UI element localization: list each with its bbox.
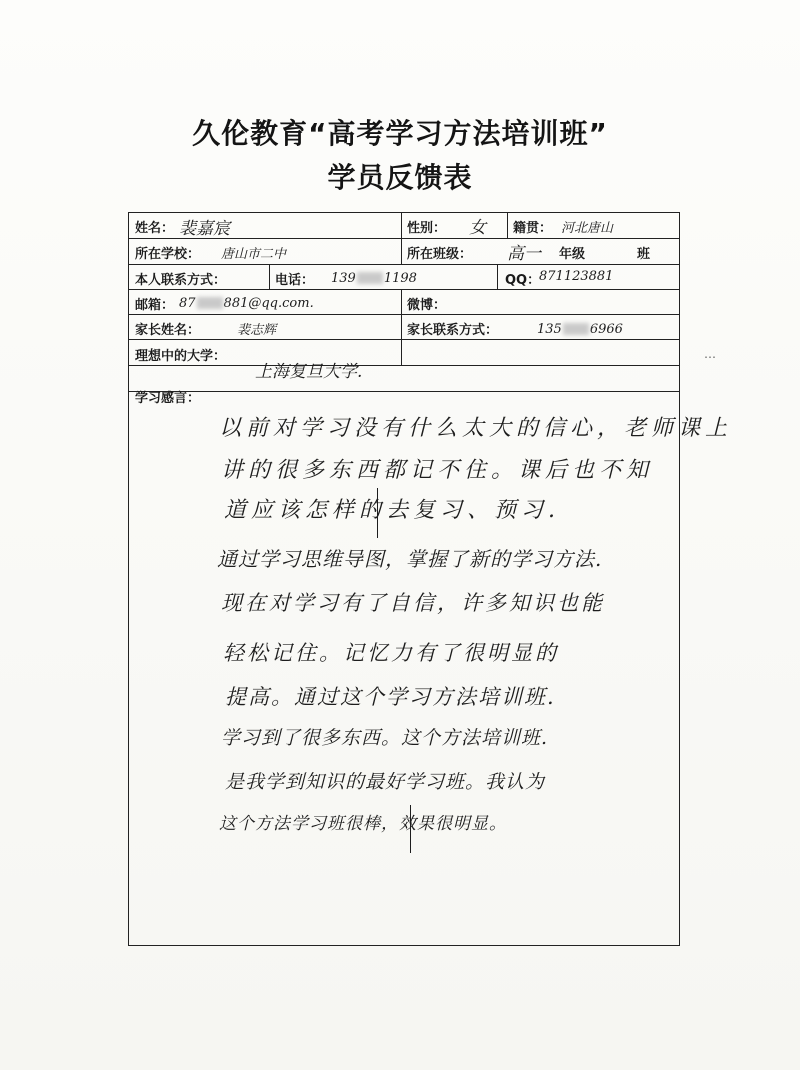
form-title: 久伦教育“高考学习方法培训班” — [192, 117, 608, 150]
parent-name-label: 家长姓名： — [135, 323, 201, 338]
redaction-blur — [197, 297, 223, 309]
email-value — [179, 292, 314, 311]
name-value: 裴嘉宸 — [179, 219, 230, 239]
col-divider — [269, 264, 270, 289]
phone-label: 电话： — [275, 273, 315, 288]
feedback-line: 讲的很多东西都记不住。课后也不知 — [221, 458, 654, 483]
row-divider — [129, 264, 679, 265]
native-place-label: 籍贯： — [513, 221, 553, 236]
phone-prefix: 139 — [331, 271, 356, 286]
gender-value: 女 — [469, 218, 486, 238]
email-label: 邮箱： — [135, 298, 175, 313]
feedback-line: 道应该怎样的去复习、预习. — [224, 498, 560, 523]
margin-mark: … — [704, 347, 716, 361]
name-label: 姓名： — [135, 221, 175, 236]
redaction-blur — [357, 272, 383, 284]
phone-suffix: 1198 — [383, 271, 417, 286]
qq-label: QQ： — [505, 273, 541, 288]
grade-value: 高一 — [507, 244, 541, 264]
feedback-line: 以前对学习没有什么太大的信心，老师课上 — [219, 416, 733, 441]
parent-contact-prefix: 135 — [537, 322, 562, 337]
parent-contact-suffix: 6966 — [589, 322, 623, 337]
row-divider — [129, 365, 679, 366]
school-value: 唐山市二中 — [221, 247, 287, 262]
school-label: 所在学校： — [135, 247, 201, 262]
parent-name-value: 裴志辉 — [237, 323, 277, 338]
redaction-blur — [563, 323, 589, 335]
feedback-label: 学习感言： — [135, 391, 201, 406]
feedback-form-table — [128, 212, 733, 946]
qq-value: 871123881 — [539, 269, 614, 284]
form-subtitle: 学员反馈表 — [327, 161, 473, 194]
ideal-university-label: 理想中的大学： — [135, 349, 227, 364]
feedback-line: 现在对学习有了自信，许多知识也能 — [221, 591, 605, 615]
class-unit-label: 班 — [637, 247, 651, 262]
feedback-line: 提高。通过这个学习方法培训班. — [225, 685, 556, 709]
gender-label: 性别： — [407, 221, 447, 236]
feedback-line: 是我学到知识的最好学习班。我认为 — [225, 771, 546, 793]
weibo-label: 微博： — [407, 298, 447, 313]
col-divider — [401, 289, 402, 365]
phone-value — [331, 267, 417, 286]
feedback-line: 轻松记住。记忆力有了很明显的 — [223, 641, 559, 665]
feedback-line: 学习到了很多东西。这个方法培训班. — [221, 727, 549, 749]
pen-stroke — [377, 488, 378, 538]
parent-contact-label: 家长联系方式： — [407, 323, 499, 338]
email-suffix: 881@qq.com. — [223, 296, 314, 311]
row-divider — [129, 339, 679, 340]
ideal-university-value: 上海复旦大学. — [255, 362, 363, 382]
row-divider — [129, 391, 679, 392]
row-divider — [129, 314, 679, 315]
email-prefix: 87 — [179, 296, 196, 311]
native-place-value: 河北唐山 — [561, 221, 614, 236]
col-divider — [497, 264, 498, 289]
row-divider — [129, 289, 679, 290]
pen-stroke — [410, 805, 411, 853]
col-divider — [507, 213, 508, 238]
grade-unit-label: 年级 — [559, 247, 586, 262]
feedback-line: 通过学习思维导图，掌握了新的学习方法. — [217, 547, 603, 571]
parent-contact-value — [537, 318, 623, 337]
contact-label: 本人联系方式： — [135, 273, 227, 288]
feedback-line: 这个方法学习班很棒，效果很明显。 — [219, 814, 507, 834]
col-divider — [401, 213, 402, 264]
class-label: 所在班级： — [407, 247, 473, 262]
